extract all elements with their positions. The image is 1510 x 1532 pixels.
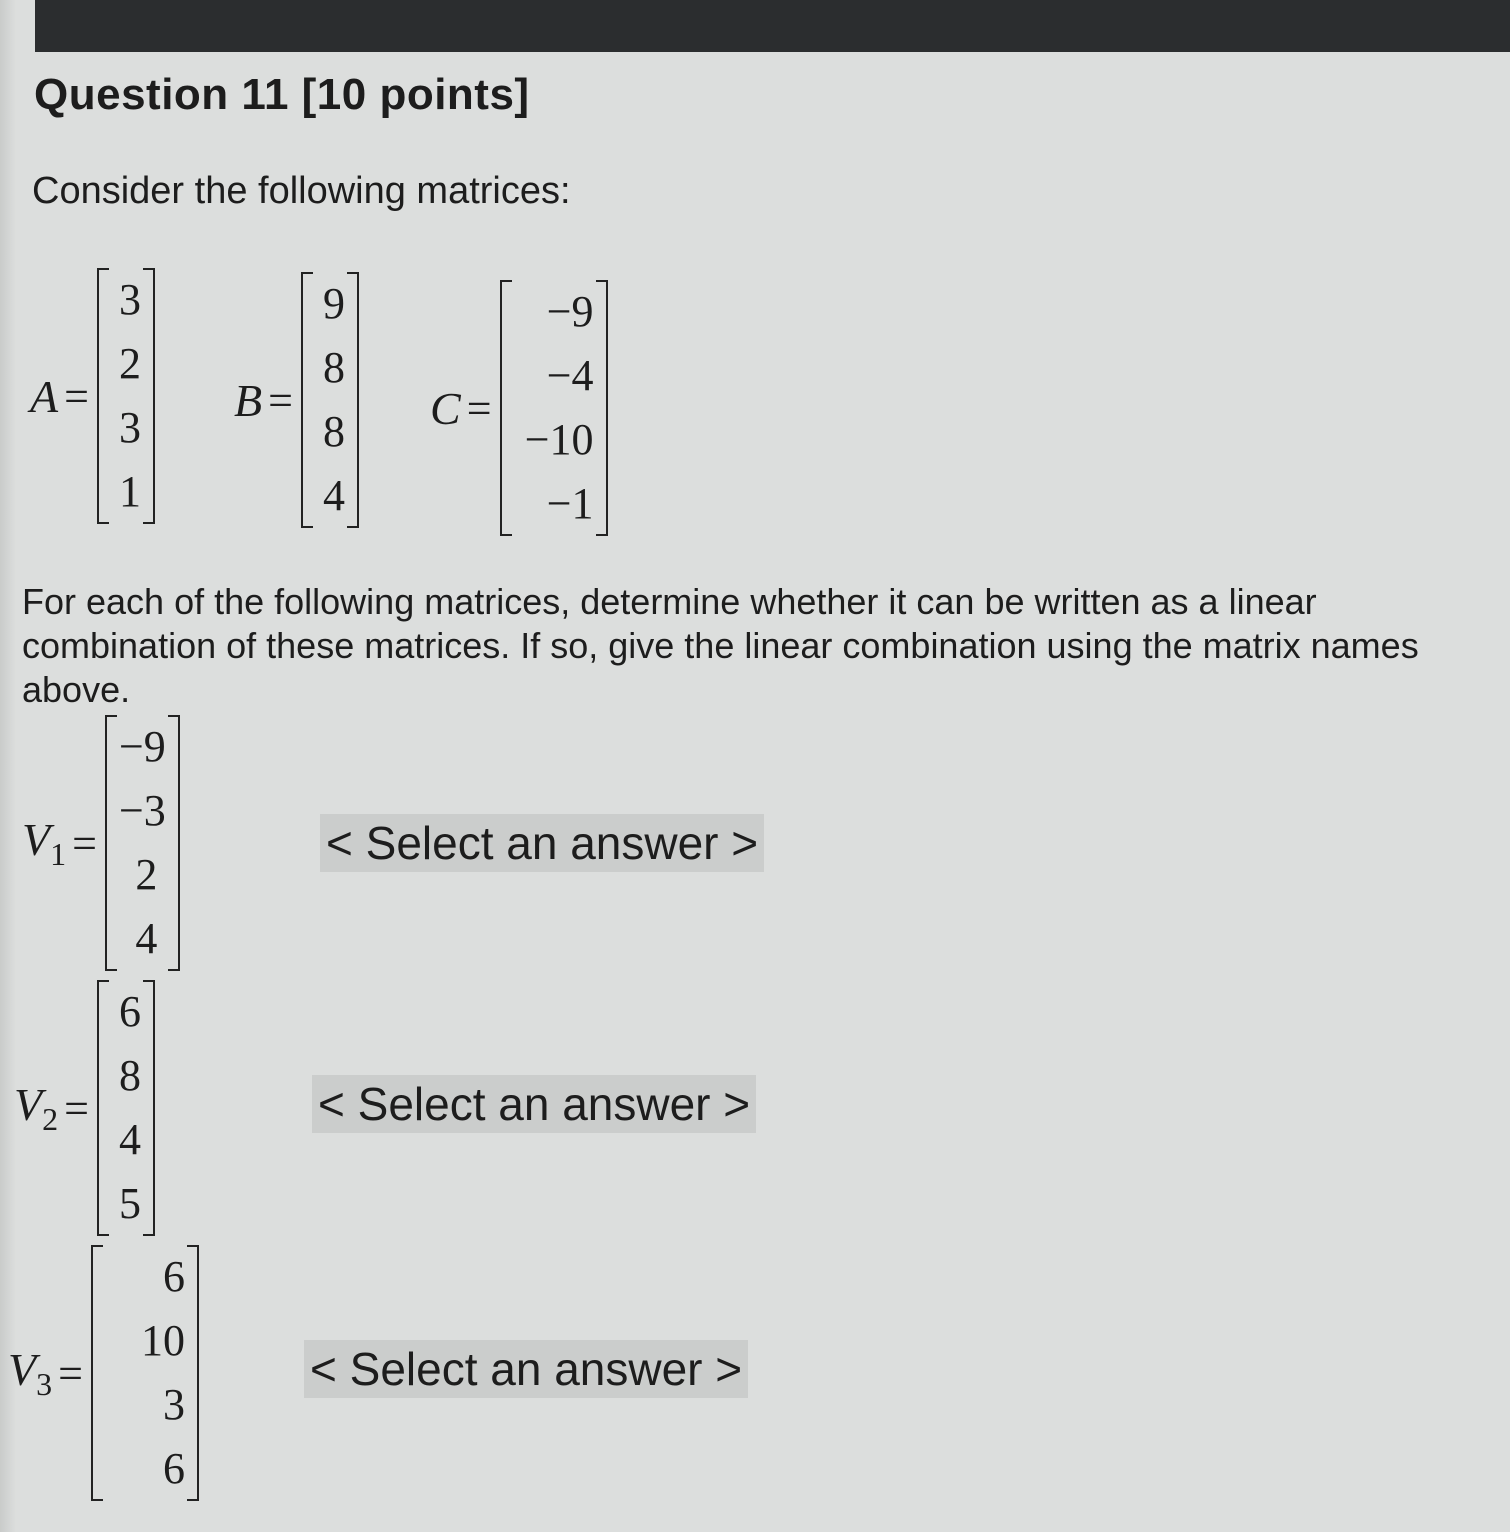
header-bar (35, 0, 1510, 52)
matrix-c-body (500, 280, 608, 536)
matrix-v3-entry: 3 (162, 1380, 185, 1429)
matrix-v2-entry: 4 (118, 1115, 141, 1164)
equals-sign: = (58, 1348, 83, 1398)
answer-select-v1[interactable]: < Select an answer > (320, 814, 764, 872)
equals-sign: = (72, 818, 97, 868)
matrix-a-entry: 3 (118, 403, 141, 452)
matrix-b-entry: 8 (322, 343, 345, 392)
matrix-v1-body (105, 715, 180, 971)
matrix-c-name: C (430, 382, 461, 434)
matrix-v1-entry: 2 (135, 850, 158, 899)
matrix-b (234, 272, 359, 528)
matrix-v3-body (91, 1245, 199, 1501)
matrix-c-entry: −4 (546, 351, 594, 400)
matrix-a-entry: 1 (118, 467, 141, 516)
matrix-c-entry: −1 (546, 479, 594, 528)
matrix-v1 (22, 715, 180, 971)
equals-sign: = (64, 371, 89, 421)
matrix-c-entry: −9 (546, 287, 594, 336)
question-instructions: For each of the following matrices, determine whether it can be written as a linear combination of these matrices. If so, give the linear combination using the matrix names above. (22, 581, 1419, 710)
matrix-c (430, 280, 608, 536)
matrix-b-entry: 9 (322, 279, 345, 328)
matrix-v2-entry: 5 (118, 1179, 141, 1228)
equals-sign: = (64, 1083, 89, 1133)
matrix-v2-body (97, 980, 155, 1236)
matrix-a-entry: 2 (118, 339, 141, 388)
matrix-v2-entry: 8 (118, 1051, 141, 1100)
matrix-v3 (8, 1245, 199, 1501)
matrix-v3-name: $V_3$ (8, 1344, 53, 1402)
question-title: Question 11 [10 points] (34, 70, 530, 119)
matrix-v1-name: $V_1$ (22, 814, 67, 872)
matrix-v1-entry: 4 (135, 914, 158, 963)
matrix-v1-entry: −3 (118, 786, 166, 835)
answer-select-v2[interactable]: < Select an answer > (312, 1075, 756, 1133)
matrix-b-name: B (234, 374, 263, 426)
matrix-v2-name: $V_2$ (14, 1079, 59, 1137)
matrix-a-body (97, 268, 155, 524)
answer-select-v3[interactable]: < Select an answer > (304, 1340, 748, 1398)
matrix-b-body (301, 272, 359, 528)
matrix-v3-entry: 6 (162, 1444, 185, 1493)
question-intro: Consider the following matrices: (32, 170, 571, 212)
matrix-b-entry: 8 (322, 407, 345, 456)
equals-sign: = (466, 383, 492, 433)
matrix-v2-entry: 6 (118, 987, 141, 1036)
matrix-a (30, 268, 155, 524)
matrix-c-entry: −10 (524, 415, 594, 464)
matrix-b-entry: 4 (322, 471, 345, 520)
matrix-v3-entry: 6 (162, 1252, 185, 1301)
matrix-v3-entry: 10 (140, 1316, 185, 1365)
matrix-v1-entry: −9 (118, 722, 166, 771)
matrix-a-name: A (30, 370, 59, 422)
matrix-v2 (14, 980, 155, 1236)
equals-sign: = (268, 375, 293, 425)
matrix-a-entry: 3 (118, 275, 141, 324)
